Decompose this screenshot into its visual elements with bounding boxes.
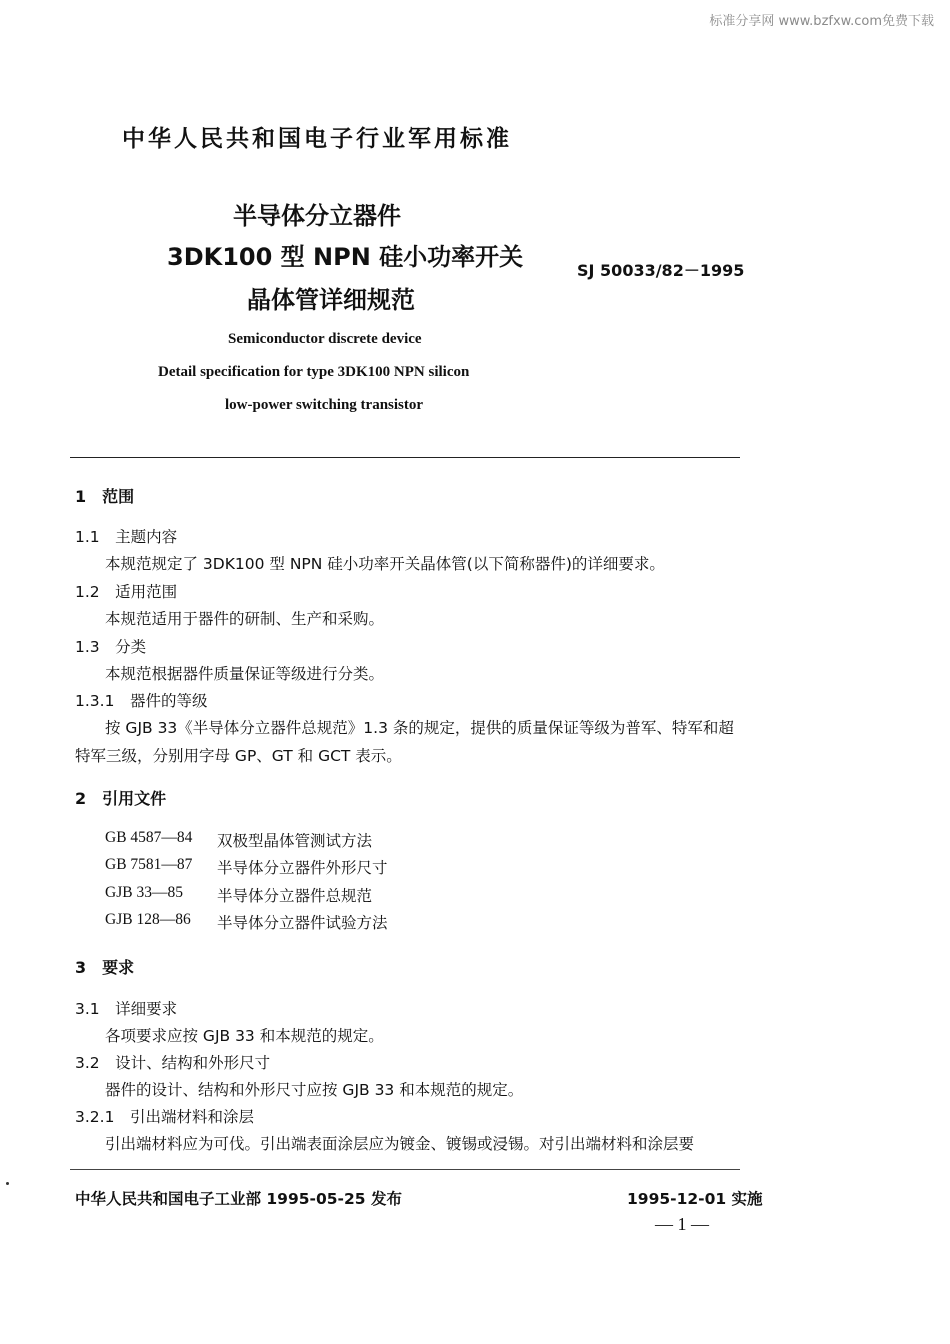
section-1-3-1-text-line-1: 按 GJB 33《半导体分立器件总规范》1.3 条的规定，提供的质量保证等级为普军、特军和超: [105, 719, 734, 737]
section-3-2-heading: 3.2 设计、结构和外形尺寸: [75, 1054, 271, 1072]
issue-statement: 中华人民共和国电子工业部 1995-05-25 发布: [75, 1190, 402, 1208]
section-3-1-text: 各项要求应按 GJB 33 和本规范的规定。: [105, 1027, 384, 1045]
section-3-2-1-text: 引出端材料应为可伐。引出端表面涂层应为镀金、镀锡或浸锡。对引出端材料和涂层要: [105, 1135, 695, 1153]
section-1-3-text: 本规范根据器件质量保证等级进行分类。: [105, 665, 385, 683]
section-1-heading: 1 范围: [75, 487, 135, 506]
reference-code: GB 4587—84: [105, 829, 193, 846]
section-3-1-heading: 3.1 详细要求: [75, 1000, 178, 1018]
watermark-text: 标准分享网 www.bzfxw.com免费下载: [709, 14, 934, 29]
section-1-1-heading: 1.1 主题内容: [75, 528, 178, 546]
section-1-1-text: 本规范规定了 3DK100 型 NPN 硅小功率开关晶体管(以下简称器件)的详细要求。: [105, 555, 665, 573]
reference-code: GB 7581—87: [105, 856, 193, 873]
page-number: — 1 —: [655, 1214, 709, 1234]
english-title-line-1: Semiconductor discrete device: [228, 331, 422, 347]
section-3-2-text: 器件的设计、结构和外形尺寸应按 GJB 33 和本规范的规定。: [105, 1081, 524, 1099]
section-1-3-1-text-line-2: 特军三级，分别用字母 GP、GT 和 GCT 表示。: [75, 747, 402, 765]
effective-date: 1995-12-01 实施: [627, 1190, 763, 1208]
standard-code: SJ 50033/82－1995: [577, 261, 745, 280]
title-line-1: 半导体分立器件: [233, 202, 401, 230]
title-line-2: 3DK100 型 NPN 硅小功率开关: [167, 243, 524, 271]
scan-speck: [6, 1182, 9, 1185]
reference-title: 双极型晶体管测试方法: [217, 832, 373, 850]
standard-organization: 中华人民共和国电子行业军用标准: [122, 126, 512, 152]
section-2-heading: 2 引用文件: [75, 789, 167, 808]
header-divider: [70, 457, 740, 458]
section-1-2-text: 本规范适用于器件的研制、生产和采购。: [105, 610, 385, 628]
section-3-heading: 3 要求: [75, 958, 135, 977]
english-title-line-2: Detail specification for type 3DK100 NPN silicon: [158, 364, 470, 380]
title-line-3: 晶体管详细规范: [247, 286, 415, 314]
section-1-2-heading: 1.2 适用范围: [75, 583, 178, 601]
footer-divider: [70, 1169, 740, 1170]
section-3-2-1-heading: 3.2.1 引出端材料和涂层: [75, 1108, 254, 1126]
english-title-line-3: low-power switching transistor: [225, 397, 424, 413]
reference-title: 半导体分立器件外形尺寸: [217, 859, 388, 877]
reference-title: 半导体分立器件总规范: [217, 887, 373, 905]
reference-code: GJB 33—85: [105, 884, 183, 901]
section-1-3-heading: 1.3 分类: [75, 638, 147, 656]
reference-title: 半导体分立器件试验方法: [217, 914, 388, 932]
section-1-3-1-heading: 1.3.1 器件的等级: [75, 692, 208, 710]
reference-code: GJB 128—86: [105, 911, 191, 928]
